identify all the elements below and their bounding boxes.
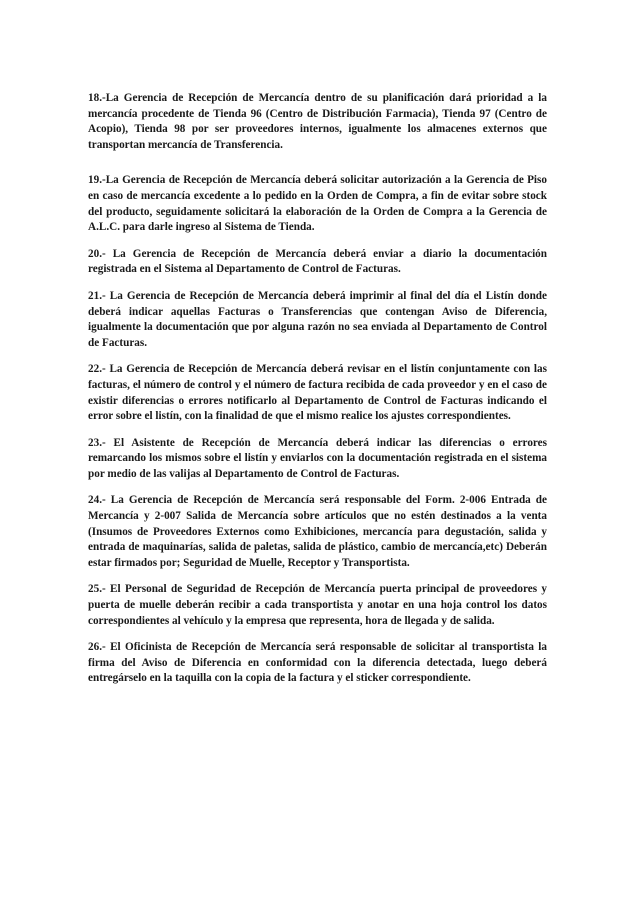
paragraph-19: 19.-La Gerencia de Recepción de Mercancía deberá solicitar autorización a la Gerencia de Piso en caso de mercancía excedente a lo pedido en la Orden de Compra, a fin de evitar sobre stock del producto, seguidamente solicitará la elaboración de la Orden de Compra a la Gerencia de A.L.C. para darle ingreso al Sistema de Tienda. (88, 174, 547, 234)
paragraph-24: 24.- La Gerencia de Recepción de Mercancía será responsable del Form. 2-006 Entrada de Mercancía y 2-007 Salida de Mercancía sobre artículos que no estén destinados a la venta (Insumos de Proveedores Externos como Exhibiciones, mercancía para degustación, salida y entrada de maquinarías, salida de paletas, salida de plástico, cambio de mercancía,etc) Deberán estar firmados por; Seguridad de Muelle, Receptor y Transportista. (88, 494, 547, 569)
paragraph-22: 22.- La Gerencia de Recepción de Mercancía deberá revisar en el listín conjuntamente con las facturas, el número de control y el número de factura recibida de cada proveedor y en el caso de existir diferencias o errores notificarlo al Departamento de Control de Facturas indicando el error sobre el listín, con la finalidad de que el mismo realice los ajustes correspondientes. (88, 363, 547, 423)
paragraph-21: 21.- La Gerencia de Recepción de Mercancía deberá imprimir al final del día el Listín donde deberá indicar aquellas Facturas o Transferencias que contengan Aviso de Diferencia, igualmente la documentación que por alguna razón no sea enviada al Departamento de Control de Facturas. (88, 289, 547, 349)
paragraph-26: 26.- El Oficinista de Recepción de Mercancía será responsable de solicitar al transportista la firma del Aviso de Diferencia en conformidad con la diferencia detectada, luego deberá entregárselo en la taquilla con la copia de la factura y el sticker correspondiente. (88, 641, 547, 685)
paragraph-20: 20.- La Gerencia de Recepción de Mercancía deberá enviar a diario la documentación registrada en el Sistema al Departamento de Control de Facturas. (88, 247, 547, 276)
paragraph-25: 25.- El Personal de Seguridad de Recepción de Mercancía puerta principal de proveedores y puerta de muelle deberán recibir a cada transportista y anotar en una hoja control los datos correspondientes al vehículo y la empresa que representa, hora de llegada y de salida. (88, 583, 547, 627)
paragraph-18: 18.-La Gerencia de Recepción de Mercancía dentro de su planificación dará prioridad a la mercancía procedente de Tienda 96 (Centro de Distribución Farmacia), Tienda 97 (Centro de Acopio), Tienda 98 por ser proveedores internos, igualmente los almacenes externos que transportan mercancía de Transferencia. (88, 92, 547, 151)
document-page (88, 91, 547, 698)
paragraph-23: 23.- El Asistente de Recepción de Mercancía deberá indicar las diferencias o errores remarcando los mismos sobre el listín y enviarlos con la documentación registrada en el sistema por medio de las valijas al Departamento de Control de Facturas. (88, 436, 547, 480)
